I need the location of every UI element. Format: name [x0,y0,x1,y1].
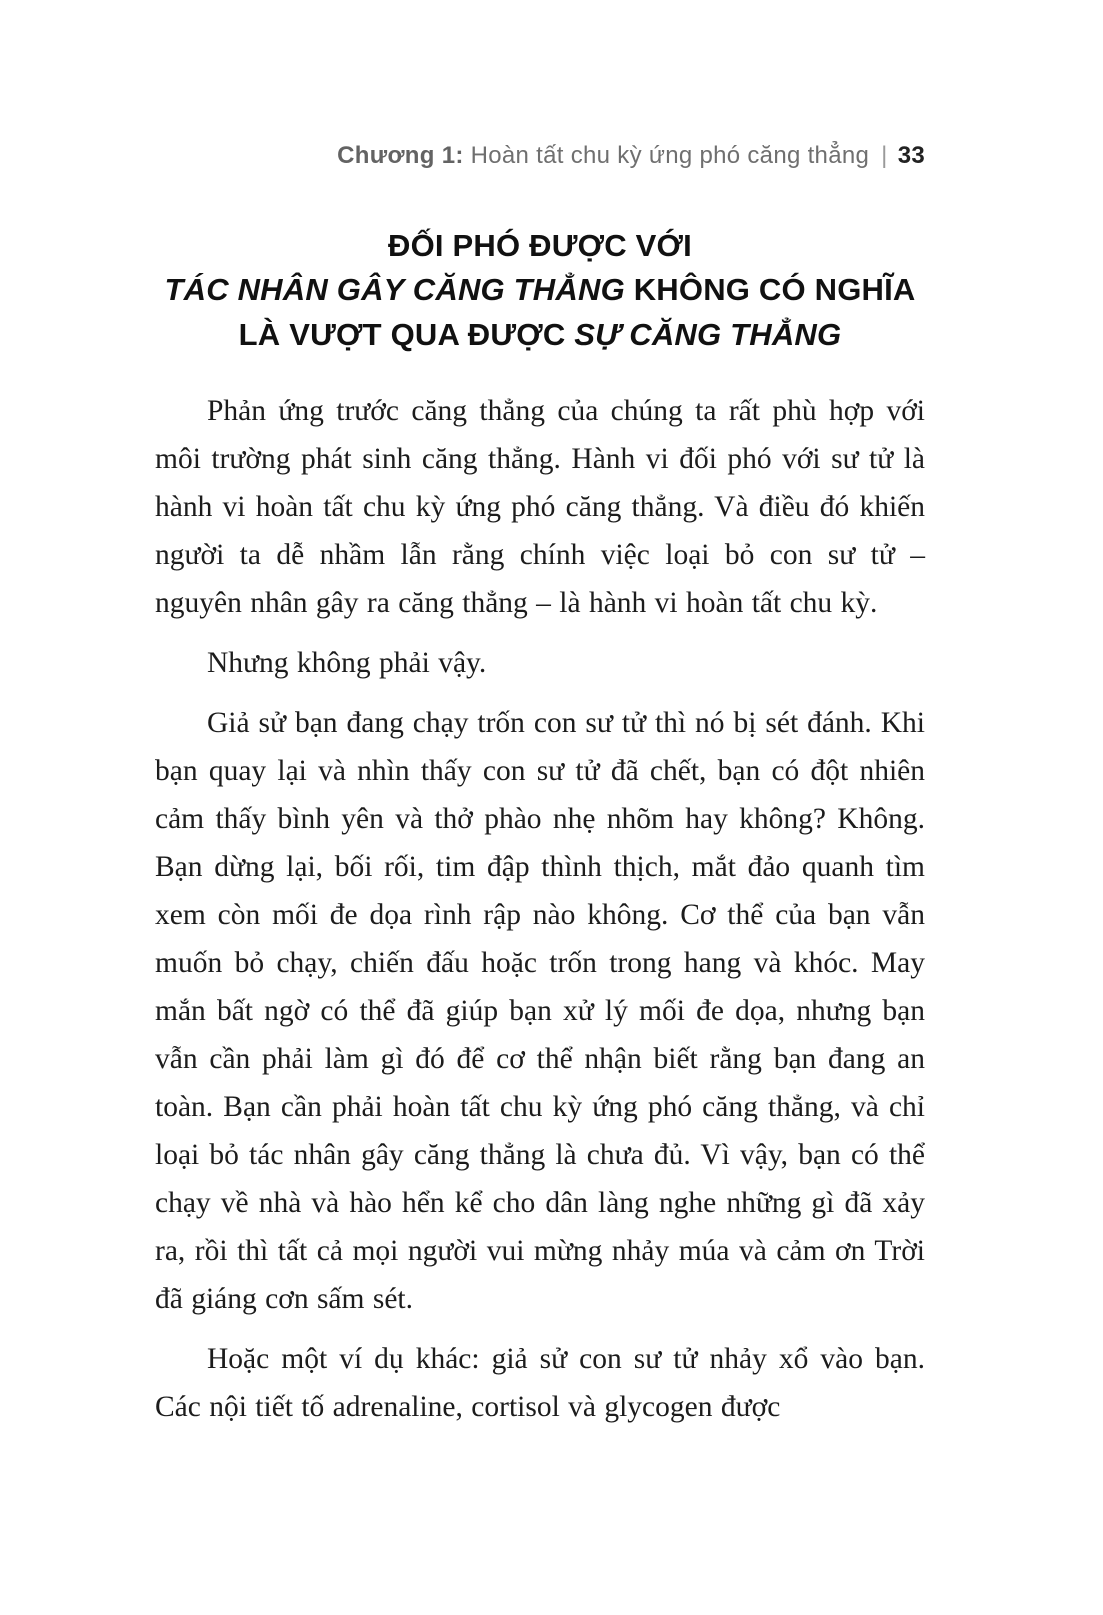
chapter-title: Hoàn tất chu kỳ ứng phó căng thẳng [463,142,870,169]
paragraph: Nhưng không phải vậy. [207,646,487,679]
page-number: 33 [897,142,925,169]
title-text: KHÔNG CÓ NGHĨA [624,272,916,308]
header-separator: | [881,142,888,169]
paragraph: Hoặc một ví dụ khác: giả sử con sư tử nhảy xổ vào bạn. Các nội tiết tố adrenaline, cortisol và glycogen được [155,1342,925,1423]
section-title-line-1 [155,224,925,268]
paragraph: Giả sử bạn đang chạy trốn con sư tử thì nó bị sét đánh. Khi bạn quay lại và nhìn thấy con sư tử đã chết, bạn có đột nhiên cảm thấy bình yên và thở phào nhẹ nhõm hay không? Không. Bạn dừng lại, bối rối, tim đập thình thịch, mắt đảo quanh tìm xem còn mối đe dọa rình rập nào không. Cơ thể của bạn vẫn muốn bỏ chạy, chiến đấu hoặc trốn trong hang và khóc. May mắn bất ngờ có thể đã giúp bạn xử lý mối đe dọa, nhưng bạn vẫn cần phải làm gì đó để cơ thể nhận biết rằng bạn đang an toàn. Bạn cần phải hoàn tất chu kỳ ứng phó căng thẳng, và chỉ loại bỏ tác nhân gây căng thẳng là chưa đủ. Vì vậy, bạn có thể chạy về nhà và hào hển kể cho dân làng nghe những gì đã xảy ra, rồi thì tất cả mọi người vui mừng nhảy múa và cảm ơn Trời đã giáng cơn sấm sét. [155,706,925,1315]
section-title [155,224,925,357]
section-title-line-3 [155,313,925,357]
title-italic-text: TÁC NHÂN GÂY CĂNG THẲNG [164,272,625,308]
running-header [155,142,925,170]
title-italic-text: SỰ CĂNG THẲNG [574,316,842,352]
section-title-line-2 [155,268,925,312]
paragraph: Phản ứng trước căng thẳng của chúng ta rất phù hợp với môi trường phát sinh căng thẳng. Hành vi đối phó với sư tử là hành vi hoàn tất chu kỳ ứng phó căng thẳng. Và điều đó khiến người ta dễ nhầm lẫn rằng chính việc loại bỏ con sư tử – nguyên nhân gây ra căng thẳng – là hành vi hoàn tất chu kỳ. [155,394,925,619]
title-text: LÀ VƯỢT QUA ĐƯỢC [238,316,575,352]
title-text: ĐỐI PHÓ ĐƯỢC VỚI [388,228,692,263]
chapter-label: Chương 1: [337,142,464,169]
